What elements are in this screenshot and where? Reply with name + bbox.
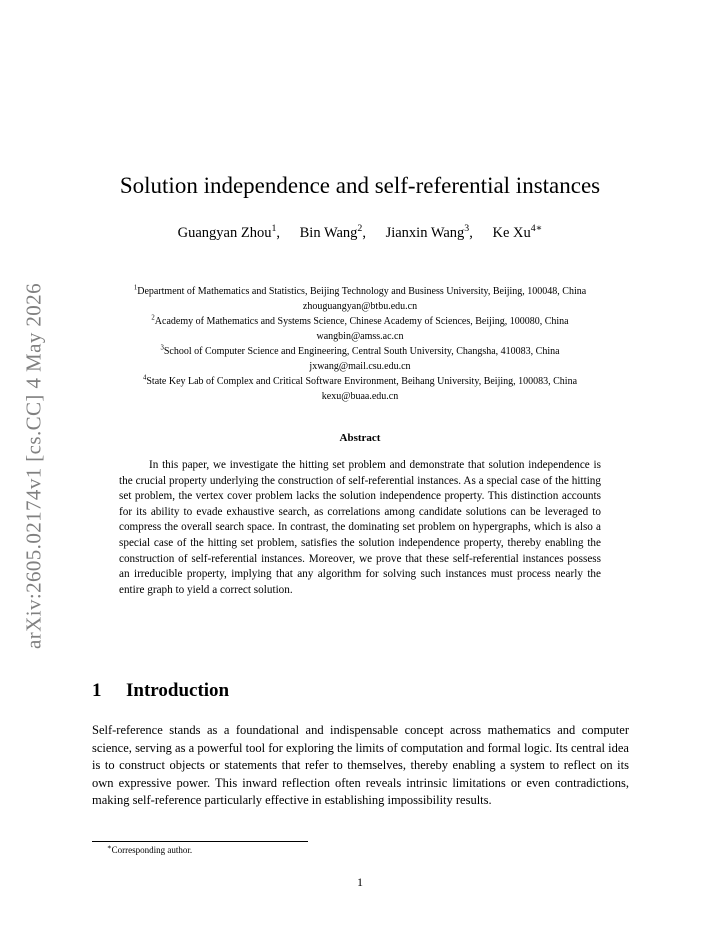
affiliation: $^1$Department of Mathematics and Statistics, Beijing Technology and Business University, Beijing, 100048, China (133, 284, 587, 297)
abstract-heading: Abstract (339, 432, 381, 444)
section-title: Introduction (126, 680, 230, 701)
affiliation: $^2$Academy of Mathematics and Systems Science, Chinese Academy of Sciences, Beijing, 100080, China (151, 314, 569, 327)
abstract-text: In this paper, we investigate the hitting set problem and demonstrate that solution independence is the crucial property underlying the construction of self-referential instances. As a special case of the hitting set problem, the vertex cover problem lacks the solution independence property. This distinction accounts for its ability to evade exhaustive search, as correlations among candidate solutions can be leveraged to compress the overall search space. In contrast, the dominating set problem on hypergraphs, which is also a special case of the hitting set problem, satisfies the solution independence property, thereby enabling the construction of self-referential instances. Moreover, we prove that these self-referential instances possess an irreducible property, implying that any algorithm for solving such instances must process nearly the entire graph to yield a correct solution. (119, 459, 601, 596)
affiliation: $^3$School of Computer Science and Engineering, Central South University, Changsha, 410083, China (160, 344, 560, 357)
affiliation-email: zhouguangyan@btbu.edu.cn (302, 301, 418, 312)
section-number: 1 (92, 680, 102, 701)
author-list (0, 225, 720, 242)
affiliation-list (80, 284, 640, 404)
affiliation-email: jxwang@mail.csu.edu.cn (309, 361, 411, 372)
author-name: Guangyan Zhou$^1$, (177, 223, 280, 241)
affiliation-email: kexu@buaa.edu.cn (321, 391, 399, 402)
author-name: Ke $Xu^{4∗}$ (492, 223, 543, 241)
footnote: ∗Corresponding author. (107, 844, 193, 855)
footnote-divider (92, 841, 308, 842)
arxiv-identifier-stamp: arXiv:2605.02174v1 [cs.CC] 4 May 2026 (21, 283, 46, 649)
affiliation: $^4$State Key Lab of Complex and Critical Software Environment, Beihang University, Beijing, 100083, China (142, 374, 578, 387)
affiliation-email: wangbin@amss.ac.cn (316, 331, 404, 342)
author-name: Bin Wang$^2$, (299, 223, 366, 241)
page-number: 1 (357, 875, 363, 889)
introduction-paragraph: Self-reference stands as a foundational and indispensable concept across mathematics and computer science, serving as a powerful tool for exploring the limits of computation and formal logic. Its central idea is to construct objects or statements that refer to themselves, thereby enabling a system to reflect on its own expressive power. This inward reflection often reveals intrinsic limitations or even contradictions, making self-reference particularly effective in establishing impossibility results. (92, 723, 629, 808)
section-heading (92, 680, 229, 702)
author-name: Jianxin Wang$^3$, (385, 223, 473, 241)
paper-title: Solution independence and self-referential instances (119, 173, 601, 198)
